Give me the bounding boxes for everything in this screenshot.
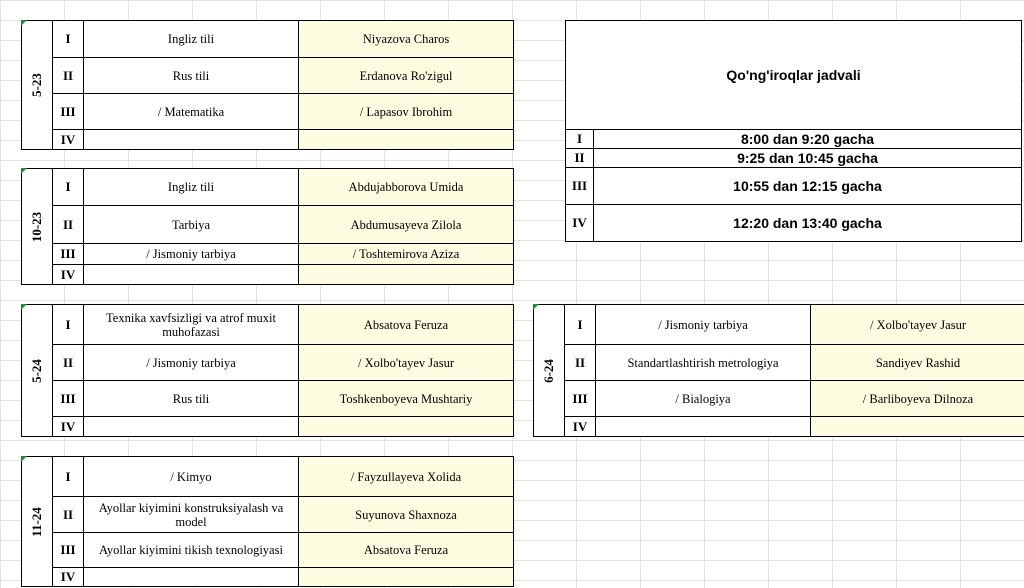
lesson-number: II <box>62 216 74 232</box>
subject-cell[interactable]: Texnika xavfsizligi va atrof muxit muhofazasi <box>83 305 298 344</box>
subject-cell[interactable] <box>83 568 298 586</box>
teacher-cell[interactable]: Abdumusayeva Zilola <box>298 206 513 243</box>
bell-row <box>566 129 1021 149</box>
table-row <box>53 206 513 244</box>
table-row <box>565 417 1023 436</box>
group-block-10-23 <box>21 168 514 285</box>
group-label-cell <box>22 305 53 436</box>
group-label: 5-24 <box>29 358 44 383</box>
group-label: 5-23 <box>29 73 44 97</box>
bell-row <box>566 205 1021 241</box>
subject-cell[interactable]: / Jismoniy tarbiya <box>83 345 298 380</box>
bell-lesson-number: III <box>566 168 594 204</box>
teacher-cell[interactable]: / Barliboyeva Dilnoza <box>810 381 1024 416</box>
subject-cell[interactable]: / Matematika <box>83 94 298 129</box>
teacher-cell[interactable]: / Xolbo'tayev Jasur <box>810 305 1024 344</box>
group-label-cell <box>22 457 53 586</box>
lesson-number: IV <box>60 266 76 282</box>
table-row <box>53 533 513 568</box>
bell-time-cell[interactable]: 10:55 dan 12:15 gacha <box>733 178 882 194</box>
subject-cell[interactable] <box>595 417 810 436</box>
bell-time-cell[interactable]: 9:25 dan 10:45 gacha <box>737 150 878 166</box>
group-block-6-24 <box>533 304 1024 437</box>
lesson-number: I <box>577 316 583 332</box>
lesson-number: I <box>65 31 71 46</box>
lesson-number: IV <box>60 418 76 434</box>
table-row <box>53 345 513 381</box>
subject-cell[interactable]: Rus tili <box>83 381 298 416</box>
subject-cell[interactable]: Ayollar kiyimini konstruksiyalash va model <box>83 497 298 532</box>
group-label-cell <box>534 305 565 436</box>
teacher-cell[interactable]: Absatova Feruza <box>298 305 513 344</box>
subject-cell[interactable]: / Bialogiya <box>595 381 810 416</box>
subject-cell[interactable] <box>83 265 298 284</box>
teacher-cell[interactable]: / Toshtemirova Aziza <box>298 244 513 264</box>
bell-lesson-number: I <box>566 129 594 148</box>
lesson-number: III <box>60 246 76 261</box>
bell-lesson-number: II <box>566 149 594 167</box>
teacher-cell[interactable]: / Fayzullayeva Xolida <box>298 457 513 496</box>
bell-time-cell[interactable]: 12:20 dan 13:40 gacha <box>733 215 882 231</box>
lesson-number: IV <box>572 418 588 434</box>
table-row <box>53 21 513 58</box>
group-label: 6-24 <box>541 358 556 383</box>
table-row <box>53 381 513 417</box>
teacher-cell[interactable]: Sandiyev Rashid <box>810 345 1024 380</box>
lesson-number: II <box>62 67 74 83</box>
lesson-number: II <box>62 354 74 370</box>
table-row <box>565 381 1023 417</box>
table-row <box>565 305 1023 345</box>
lesson-number: IV <box>60 569 76 584</box>
lesson-number: I <box>65 316 71 332</box>
table-row <box>53 169 513 206</box>
lesson-number: I <box>65 468 71 484</box>
bell-lesson-number: IV <box>566 205 594 241</box>
table-row <box>53 130 513 149</box>
bell-schedule-title[interactable]: Qo'ng'iroqlar jadvali <box>566 21 1021 130</box>
table-row <box>53 417 513 436</box>
lesson-number: II <box>574 354 586 370</box>
table-row <box>53 94 513 130</box>
table-row <box>53 457 513 497</box>
table-row <box>53 497 513 533</box>
lesson-number: III <box>572 390 588 406</box>
lesson-number: III <box>60 390 76 406</box>
subject-cell[interactable]: / Jismoniy tarbiya <box>83 244 298 264</box>
lesson-number: III <box>60 542 76 557</box>
subject-cell[interactable]: Standartlashtirish metrologiya <box>595 345 810 380</box>
bell-time-cell[interactable]: 8:00 dan 9:20 gacha <box>740 130 875 147</box>
teacher-cell[interactable]: / Xolbo'tayev Jasur <box>298 345 513 380</box>
teacher-cell[interactable]: Suyunova Shaxnoza <box>298 497 513 532</box>
lesson-number: I <box>65 179 71 194</box>
group-label: 11-24 <box>29 506 44 537</box>
table-row <box>53 305 513 345</box>
teacher-cell[interactable]: / Lapasov Ibrohim <box>298 94 513 129</box>
teacher-cell[interactable] <box>298 417 513 436</box>
subject-cell[interactable]: Ingliz tili <box>83 169 298 205</box>
group-label: 10-23 <box>29 211 44 242</box>
group-label-cell <box>22 21 53 149</box>
lesson-number: III <box>60 103 76 119</box>
teacher-cell[interactable]: Abdujabborova Umida <box>298 169 513 205</box>
subject-cell[interactable]: Tarbiya <box>83 206 298 243</box>
teacher-cell[interactable]: Absatova Feruza <box>298 533 513 567</box>
teacher-cell[interactable]: Erdanova Ro'zigul <box>298 58 513 93</box>
teacher-cell[interactable]: Niyazova Charos <box>298 21 513 57</box>
teacher-cell[interactable] <box>298 265 513 284</box>
bell-row <box>566 168 1021 205</box>
subject-cell[interactable]: Ayollar kiyimini tikish texnologiyasi <box>83 533 298 567</box>
subject-cell[interactable]: / Kimyo <box>83 457 298 496</box>
bell-row <box>566 149 1021 168</box>
subject-cell[interactable]: Rus tili <box>83 58 298 93</box>
table-row <box>53 568 513 586</box>
teacher-cell[interactable] <box>810 417 1024 436</box>
lesson-number: II <box>62 506 74 522</box>
teacher-cell[interactable] <box>298 130 513 149</box>
subject-cell[interactable]: Ingliz tili <box>83 21 298 57</box>
table-row <box>53 265 513 284</box>
table-row <box>53 58 513 94</box>
group-label-cell <box>22 169 53 284</box>
bell-schedule-table <box>565 20 1022 242</box>
group-block-11-24 <box>21 456 514 587</box>
group-block-5-23 <box>21 20 514 150</box>
lesson-number: IV <box>60 131 76 147</box>
table-row <box>53 244 513 265</box>
teacher-cell[interactable]: Toshkenboyeva Mushtariy <box>298 381 513 416</box>
subject-cell[interactable] <box>83 130 298 149</box>
table-row <box>565 345 1023 381</box>
group-block-5-24 <box>21 304 514 437</box>
subject-cell[interactable]: / Jismoniy tarbiya <box>595 305 810 344</box>
subject-cell[interactable] <box>83 417 298 436</box>
teacher-cell[interactable] <box>298 568 513 586</box>
